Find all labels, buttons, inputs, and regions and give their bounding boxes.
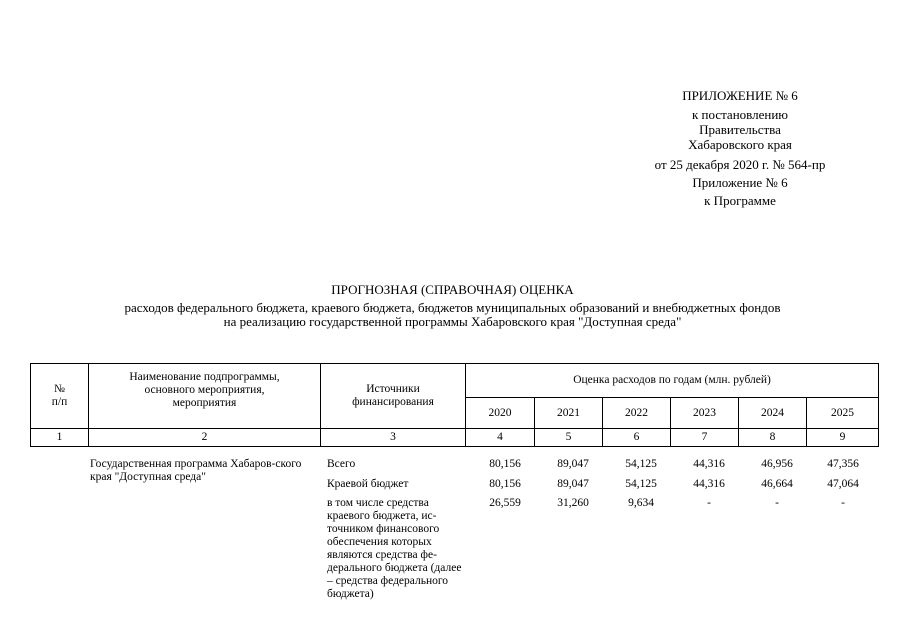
value-cell: 80,156	[489, 458, 521, 470]
header-year: 2021	[535, 398, 603, 429]
appendix-block	[640, 88, 840, 208]
header-year: 2020	[466, 398, 535, 429]
table-row	[30, 478, 878, 496]
header-source: Источники финансирования	[321, 364, 466, 429]
value-cell: 47,356	[827, 458, 859, 470]
value-cell: 47,064	[827, 478, 859, 490]
value-cell: 31,260	[557, 497, 589, 509]
appendix-line-4: от 25 декабря 2020 г. № 564-пр	[654, 157, 826, 172]
value-cell: 54,125	[625, 478, 657, 490]
header-estimate: Оценка расходов по годам (млн. рублей)	[466, 364, 879, 398]
budget-table-body	[30, 456, 878, 632]
appendix-line-1: к постановлению	[691, 107, 789, 122]
column-number: 5	[535, 429, 603, 447]
column-number: 3	[321, 429, 466, 447]
value-cell: 54,125	[625, 458, 657, 470]
header-year: 2024	[739, 398, 807, 429]
appendix-line-2: Правительства	[699, 122, 781, 137]
column-number: 6	[603, 429, 671, 447]
value-cell: 46,664	[761, 478, 793, 490]
column-number: 4	[466, 429, 535, 447]
value-cell: 26,559	[489, 497, 521, 509]
column-number: 2	[89, 429, 321, 447]
header-year: 2022	[603, 398, 671, 429]
budget-table-header	[30, 363, 879, 447]
source-label: Краевой бюджет	[327, 478, 409, 490]
subtitle-line-1: расходов федерального бюджета, краевого бюджета, бюджетов муниципальных образований и внебюджетных фондов	[124, 300, 781, 315]
value-cell: 89,047	[557, 458, 589, 470]
appendix-title: ПРИЛОЖЕНИЕ № 6	[682, 88, 798, 103]
value-cell: 80,156	[489, 478, 521, 490]
value-cell: -	[841, 497, 845, 509]
column-number: 8	[739, 429, 807, 447]
value-cell: 89,047	[557, 478, 589, 490]
table-row	[30, 458, 878, 476]
value-cell: 44,316	[693, 458, 725, 470]
program-name: Государственная программа Хабаров-ского края "Доступная среда"	[90, 458, 302, 483]
value-cell: 44,316	[693, 478, 725, 490]
value-cell: -	[707, 497, 711, 509]
column-number: 7	[671, 429, 739, 447]
header-number: № п/п	[31, 364, 89, 429]
appendix-line-5: Приложение № 6	[692, 175, 788, 190]
column-number: 1	[31, 429, 89, 447]
value-cell: -	[775, 497, 779, 509]
value-cell: 46,956	[761, 458, 793, 470]
source-label: Всего	[327, 458, 356, 470]
subtitle-line-2: на реализацию государственной программы Хабаровского края "Доступная среда"	[223, 314, 682, 329]
column-number: 9	[807, 429, 879, 447]
header-year: 2023	[671, 398, 739, 429]
document-title: ПРОГНОЗНАЯ (СПРАВОЧНАЯ) ОЦЕНКА	[331, 282, 574, 297]
source-label: в том числе средства краевого бюджета, ис-точником финансового обеспечения которых являются средства фе-дерального бюджета (далее – средства федерального бюджета)	[327, 497, 462, 600]
header-name: Наименование подпрограммы, основного мероприятия, мероприятия	[89, 364, 321, 429]
appendix-line-6: к Программе	[704, 193, 776, 208]
header-year: 2025	[807, 398, 879, 429]
document-subtitle	[0, 301, 905, 329]
appendix-line-3: Хабаровского края	[688, 137, 792, 152]
table-row	[30, 497, 878, 637]
value-cell: 9,634	[628, 497, 654, 509]
